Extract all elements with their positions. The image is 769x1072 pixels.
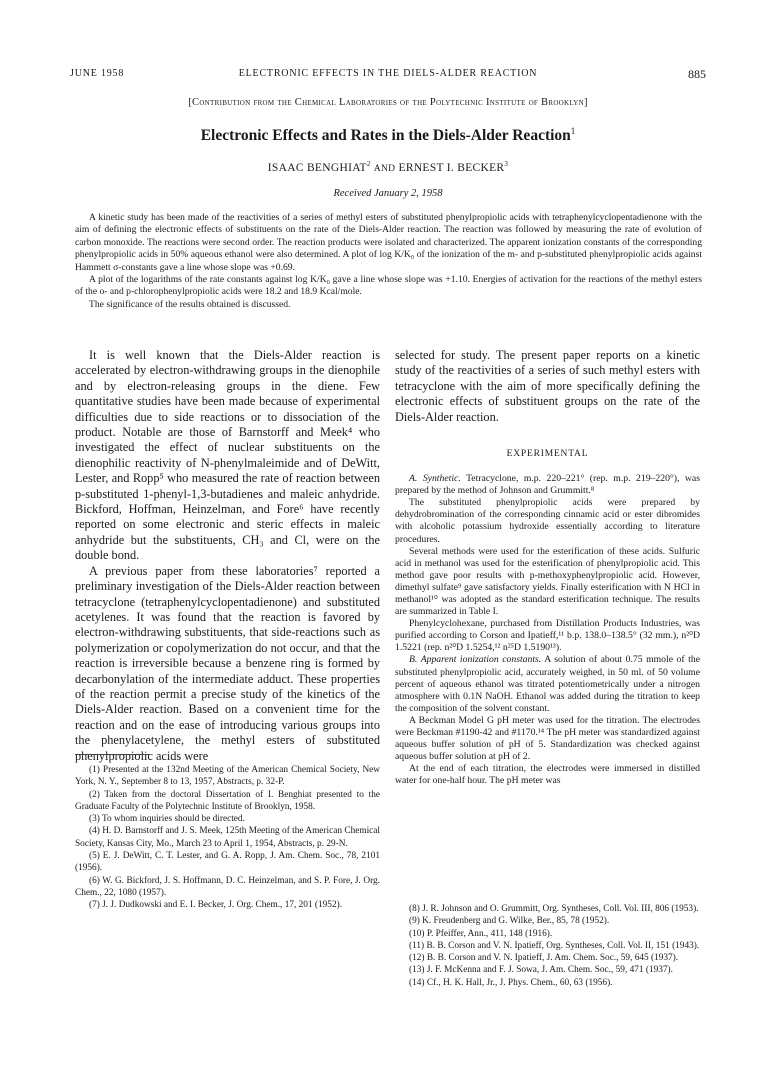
- author-name: ERNEST I. BECKER: [398, 161, 505, 174]
- author-line: [70, 160, 706, 174]
- intro-continuation: [395, 348, 700, 425]
- references: [395, 903, 700, 989]
- experimental-paragraph: [395, 473, 700, 497]
- author-footnote-mark: 3: [504, 160, 509, 168]
- reference: (8) J. R. Johnson and O. Grummitt, Org. Syntheses, Coll. Vol. III, 806 (1953).: [409, 904, 699, 914]
- subsection-lead: B. Apparent ionization constants.: [409, 654, 542, 666]
- contribution-line: [Contribution from the Chemical Laboratories of the Polytechnic Institute of Brooklyn]: [188, 97, 588, 108]
- reference: (10) P. Pfeiffer, Ann., 411, 148 (1916).: [409, 928, 553, 939]
- footnote-divider: [75, 754, 150, 755]
- left-column: [75, 348, 380, 764]
- experimental-paragraph: [395, 654, 700, 714]
- author-footnote-mark: 2: [366, 160, 371, 168]
- abstract-paragraph: A kinetic study has been made of the reactivities of a series of methyl esters of substituted phenylpropiolic acids with tetraphenylcyclopentadienone with the aim of defining the electronic effects of substituents on the rate of the Diels-Alder reaction. The reaction was followed by measuring the rate of evolution of carbon monoxide. The reactions were second order. The reaction products were isolated and characterized. The apparent ionization constants of the corresponding phenylpropiolic acids in 50% aqueous ethanol were also determined. A plot of log K/K₀ of the ionization of the m- and p-substituted phenylpropiolic acids against Hammett σ-constants gave a line whose slope was +0.69.: [75, 212, 702, 273]
- reference: (13) J. F. McKenna and F. J. Sowa, J. Am. Chem. Soc., 59, 471 (1937).: [409, 965, 673, 976]
- author-conjunction: AND: [373, 163, 396, 174]
- reference: (12) B. B. Corson and V. N. Ipatieff, J. Am. Chem. Soc., 59, 645 (1937).: [409, 953, 679, 964]
- reference: (9) K. Freudenberg and G. Wilke, Ber., 85, 78 (1952).: [409, 916, 610, 927]
- paragraph-text: A solution of about 0.75 mmole of the substituted phenylpropiolic acid, accurately weighed, in 50 ml. of 50 volume percent of aqueous ethanol was titrated potentiometrically under a nitrogen atmosphere with 0.1N NaOH. Ethanol was added during the titration to keep the composition of the solvent constant.: [395, 654, 700, 714]
- footnote: (3) To whom inquiries should be directed.: [89, 814, 245, 825]
- running-title: ELECTRONIC EFFECTS IN THE DIELS-ALDER REACTION: [238, 68, 538, 79]
- right-column: [395, 348, 700, 787]
- received-date: Received January 2, 1958: [333, 188, 443, 199]
- body-paragraph: It is well known that the Diels-Alder reaction is accelerated by electron-withdrawing groups in the dienophile and by electron-releasing groups in the diene. Few quantitative studies have been made because of experimental difficulties due to side reactions or to dissociation of the product. Notable are those of Barnstorff and Meek⁴ who investigated the effect of nuclear substituents on the dienophilic reactivity of N-phenylmaleimide and of DeWitt, Lester, and Ropp⁵ who measured the rate of reaction between p-substituted 1-phenyl-1,3-butadienes and maleic anhydride. Bickford, Hoffman, Heinzelman, and Fore⁶ have recently reported on some electronic and steric effects in maleic anhydride but the substituents, CH₃ and Cl, were on the double bond.: [75, 348, 380, 563]
- section-heading-experimental: EXPERIMENTAL: [506, 449, 589, 460]
- experimental-paragraph: A Beckman Model G pH meter was used for the titration. The electrodes were Beckman #1190-42 and #1170.¹⁴ The pH meter was standardized against aqueous buffer solution of pH of 5. Standardization was checked against aqueous buffer solution at pH of 2.: [395, 714, 700, 763]
- subsection-lead: A. Synthetic.: [409, 473, 461, 485]
- experimental-paragraph: At the end of each titration, the electrodes were immersed in distilled water for one-half hour. The pH meter was: [395, 763, 700, 787]
- body-paragraph: selected for study. The present paper reports on a kinetic study of the reactivities of a series of such methyl esters with tetracyclone with the aim of more specifically defining the electronic effects of substituent groups on the rate of the Diels-Alder reaction.: [395, 348, 700, 424]
- abstract-paragraph: The significance of the results obtained is discussed.: [89, 298, 291, 310]
- issue-date: JUNE 1958: [70, 68, 125, 79]
- author-name: ISAAC BENGHIAT: [267, 161, 367, 174]
- footnote: (1) Presented at the 132nd Meeting of the American Chemical Society, New York, N. Y., September 8 to 13, 1957, Abstracts, p. 32-P.: [75, 765, 380, 788]
- reference: (14) Cf., H. K. Hall, Jr., J. Phys. Chem., 60, 63 (1956).: [409, 977, 613, 988]
- running-header: [70, 68, 706, 84]
- abstract-paragraph: A plot of the logarithms of the rate constants against log K/K₀ gave a line whose slope was +1.10. Energies of activation for the reactions of the methyl esters of the o- and p-chlorophenylpropiolic acids were 18.2 and 18.9 Kcal/mole.: [75, 274, 702, 298]
- footnote: (4) H. D. Barnstorff and J. S. Meek, 125th Meeting of the American Chemical Society, Kansas City, Mo., March 23 to April 1, 1954, Abstracts, p. 29-N.: [75, 826, 380, 849]
- body-paragraph: A previous paper from these laboratories⁷ reported a preliminary investigation of the Diels-Alder reaction between tetracyclone (tetraphenylcyclopentadienone) and substituted acetylenes. It was found that the reaction is favored by electron-withdrawing substituents, that side-reactions such as polymerization or copolymerization do not occur, and that the reaction is irreversible because a benzene ring is formed by decarbonylation of the intermediate adduct. These properties of the reaction permit a precise study of the kinetics of the Diels-Alder reaction. Based on a convenient time for the reaction and on the ease of introducing various groups into the phenylacetylene, the methyl esters of substituted phenylpropiolic acids were: [75, 563, 380, 763]
- article-title: [70, 126, 706, 145]
- paragraph-text: Tetracyclone, m.p. 220–221° (rep. m.p. 219–220°), was prepared by the method of Johnson and Grummitt.⁸: [395, 473, 700, 497]
- reference: (11) B. B. Corson and V. N. Ipatieff, Org. Syntheses, Coll. Vol. II, 151 (1943).: [409, 940, 700, 951]
- footnote: (6) W. G. Bickford, J. S. Hoffmann, D. C. Heinzelman, and S. P. Fore, J. Org. Chem., 22, 1080 (1957).: [75, 875, 380, 898]
- experimental-paragraph: Phenylcyclohexane, purchased from Distillation Products Industries, was purified according to Corson and Ipatieff,¹¹ b.p. 138.0–138.5° (32 mm.), n²⁰D 1.5221 (rep. n²⁰D 1.5254,¹² n²⁵D 1.5190¹³).: [395, 618, 700, 654]
- abstract: [75, 212, 702, 311]
- footnotes: [75, 764, 380, 912]
- experimental-paragraph: The substituted phenylpropiolic acids were prepared by dehydrobromination of the corresponding cinnamic acid or ester dibromides with alcoholic potassium hydroxide essentially according to literature procedures.: [395, 497, 700, 545]
- page-number: 885: [688, 67, 706, 81]
- title-footnote-mark: 1: [570, 126, 576, 136]
- experimental-paragraph: Several methods were used for the esterification of these acids. Sulfuric acid in methanol was used for the esterification of phenylpropiolic acid. This method gave poor results with p-methoxyphenylpropiolic acid. However, dimethyl sulfate⁹ gave satisfactory yields. Finally esterification with N HCl in methanol¹⁰ was adopted as the standard esterification technique. The results are summarized in Table I.: [395, 545, 700, 618]
- experimental-text: [395, 473, 700, 787]
- footnote: (2) Taken from the doctoral Dissertation of I. Benghiat presented to the Graduate Faculty of the Polytechnic Institute of Brooklyn, 1958.: [75, 789, 380, 812]
- footnote: (7) J. J. Dudkowski and E. I. Becker, J. Org. Chem., 17, 201 (1952).: [89, 900, 343, 911]
- footnote: (5) E. J. DeWitt, C. T. Lester, and G. A. Ropp, J. Am. Chem. Soc., 78, 2101 (1956).: [75, 851, 380, 874]
- article-title-text: Electronic Effects and Rates in the Diels-Alder Reaction: [200, 127, 571, 145]
